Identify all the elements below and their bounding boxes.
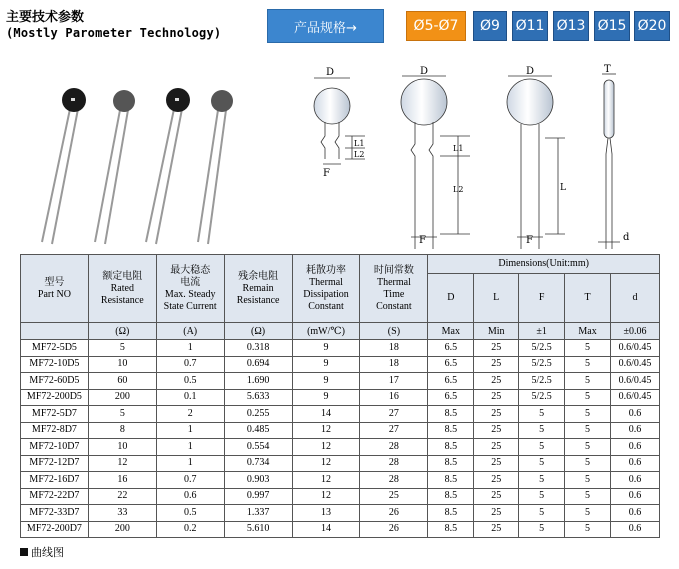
- table-row: [21, 406, 660, 423]
- value-cell: 5.610: [224, 521, 292, 538]
- value-cell: 8.5: [428, 439, 474, 456]
- part-number-cell: MF72-60D5: [21, 373, 89, 390]
- value-cell: 5: [88, 406, 156, 423]
- unit-cell: (S): [360, 323, 428, 340]
- value-cell: 5.633: [224, 389, 292, 406]
- value-cell: 9: [292, 373, 360, 390]
- value-cell: 26: [360, 505, 428, 522]
- header-dissipation: 耗散功率 Thermal Dissipation Constant: [292, 255, 360, 323]
- curve-section-label: 曲线图: [20, 544, 64, 560]
- value-cell: 18: [360, 340, 428, 357]
- value-cell: 8: [88, 422, 156, 439]
- value-cell: 5: [565, 373, 611, 390]
- table-row: [21, 455, 660, 472]
- thermistor-photo-gray-1: [95, 90, 135, 244]
- dim-label-L1b: L1: [453, 144, 464, 153]
- dim-label-D2: D: [420, 66, 429, 77]
- header-max-current: 最大稳态 电流 Max. Steady State Current: [156, 255, 224, 323]
- value-cell: 25: [474, 340, 519, 357]
- page-title-cn: 主要技术参数: [6, 10, 85, 25]
- drawing-kinked-large: [401, 76, 470, 249]
- value-cell: 0.255: [224, 406, 292, 423]
- value-cell: 6.5: [428, 356, 474, 373]
- dim-label-d: d: [623, 232, 630, 243]
- thermistor-photo-gray-2: [198, 90, 233, 244]
- dim-label-L3: L: [560, 183, 566, 193]
- table-row: [21, 505, 660, 522]
- spec-table: [20, 254, 660, 538]
- header-remain-resistance: 残余电阻 Remain Resistance: [224, 255, 292, 323]
- value-cell: 8.5: [428, 455, 474, 472]
- table-row: [21, 521, 660, 538]
- value-cell: 14: [292, 406, 360, 423]
- value-cell: 0.6: [610, 455, 659, 472]
- value-cell: 0.6: [156, 488, 224, 505]
- value-cell: 5: [519, 422, 565, 439]
- value-cell: 0.997: [224, 488, 292, 505]
- table-row: [21, 439, 660, 456]
- part-number-cell: MF72-22D7: [21, 488, 89, 505]
- thermistor-photos: [40, 64, 250, 249]
- table-row: [21, 340, 660, 357]
- value-cell: 8.5: [428, 488, 474, 505]
- thermistor-photo-black-1: [42, 88, 86, 244]
- value-cell: 1: [156, 455, 224, 472]
- unit-cell: (Ω): [224, 323, 292, 340]
- value-cell: 25: [474, 472, 519, 489]
- unit-cell: (Ω): [88, 323, 156, 340]
- value-cell: 5/2.5: [519, 373, 565, 390]
- value-cell: 25: [360, 488, 428, 505]
- value-cell: 18: [360, 356, 428, 373]
- value-cell: 5: [565, 340, 611, 357]
- value-cell: 5: [565, 439, 611, 456]
- value-cell: 1: [156, 422, 224, 439]
- value-cell: 8.5: [428, 422, 474, 439]
- value-cell: 1.337: [224, 505, 292, 522]
- value-cell: 0.5: [156, 373, 224, 390]
- dim-label-Fb: F: [419, 235, 426, 246]
- value-cell: 33: [88, 505, 156, 522]
- header-time-constant: 时间常数 Thermal Time Constant: [360, 255, 428, 323]
- value-cell: 14: [292, 521, 360, 538]
- part-number-cell: MF72-10D5: [21, 356, 89, 373]
- dim-col-header: T: [565, 274, 611, 323]
- value-cell: 27: [360, 422, 428, 439]
- unit-cell: Max: [565, 323, 611, 340]
- diameter-tab-2[interactable]: Ø11: [512, 11, 548, 41]
- part-number-cell: MF72-16D7: [21, 472, 89, 489]
- value-cell: 5: [565, 406, 611, 423]
- unit-cell: (A): [156, 323, 224, 340]
- value-cell: 0.554: [224, 439, 292, 456]
- value-cell: 25: [474, 488, 519, 505]
- page-title-en: (Mostly Parometer Technology): [6, 26, 222, 40]
- value-cell: 5/2.5: [519, 389, 565, 406]
- value-cell: 28: [360, 455, 428, 472]
- value-cell: 5: [519, 455, 565, 472]
- diameter-tab-5[interactable]: Ø20: [634, 11, 670, 41]
- value-cell: 22: [88, 488, 156, 505]
- value-cell: 8.5: [428, 406, 474, 423]
- drawing-side-view: [598, 74, 620, 249]
- value-cell: 25: [474, 389, 519, 406]
- value-cell: 5: [519, 472, 565, 489]
- value-cell: 5: [565, 356, 611, 373]
- value-cell: 25: [474, 356, 519, 373]
- value-cell: 12: [292, 439, 360, 456]
- part-number-cell: MF72-33D7: [21, 505, 89, 522]
- value-cell: 5/2.5: [519, 356, 565, 373]
- value-cell: 25: [474, 373, 519, 390]
- value-cell: 1: [156, 340, 224, 357]
- drawing-straight: [507, 76, 565, 249]
- value-cell: 0.2: [156, 521, 224, 538]
- unit-cell: ±0.06: [610, 323, 659, 340]
- part-number-cell: MF72-200D7: [21, 521, 89, 538]
- dim-label-D3: D: [526, 66, 535, 77]
- value-cell: 5: [519, 521, 565, 538]
- dim-col-header: L: [474, 274, 519, 323]
- diameter-tab-4[interactable]: Ø15: [594, 11, 630, 41]
- unit-cell: Max: [428, 323, 474, 340]
- part-number-cell: MF72-5D5: [21, 340, 89, 357]
- value-cell: 1.690: [224, 373, 292, 390]
- value-cell: 6.5: [428, 389, 474, 406]
- value-cell: 9: [292, 356, 360, 373]
- value-cell: 8.5: [428, 521, 474, 538]
- value-cell: 0.6: [610, 521, 659, 538]
- value-cell: 0.318: [224, 340, 292, 357]
- value-cell: 0.7: [156, 356, 224, 373]
- value-cell: 25: [474, 406, 519, 423]
- value-cell: 5: [519, 505, 565, 522]
- value-cell: 0.5: [156, 505, 224, 522]
- part-number-cell: MF72-5D7: [21, 406, 89, 423]
- value-cell: 200: [88, 521, 156, 538]
- value-cell: 25: [474, 455, 519, 472]
- value-cell: 0.6: [610, 505, 659, 522]
- value-cell: 9: [292, 340, 360, 357]
- unit-cell: ±1: [519, 323, 565, 340]
- table-row: [21, 488, 660, 505]
- value-cell: 0.6: [610, 406, 659, 423]
- thermistor-photo-black-2: [146, 88, 190, 244]
- part-number-cell: MF72-200D5: [21, 389, 89, 406]
- value-cell: 0.6/0.45: [610, 389, 659, 406]
- table-row: [21, 422, 660, 439]
- value-cell: 9: [292, 389, 360, 406]
- value-cell: 5: [519, 406, 565, 423]
- value-cell: 5: [519, 488, 565, 505]
- value-cell: 13: [292, 505, 360, 522]
- value-cell: 12: [292, 488, 360, 505]
- value-cell: 0.694: [224, 356, 292, 373]
- unit-row: [21, 323, 660, 340]
- spec-table-body: [21, 340, 660, 538]
- value-cell: 5: [565, 422, 611, 439]
- bullet-square-icon: [20, 548, 28, 556]
- value-cell: 0.6/0.45: [610, 340, 659, 357]
- dim-label-Fa: F: [323, 168, 330, 179]
- value-cell: 1: [156, 439, 224, 456]
- dim-label-D1: D: [326, 67, 335, 78]
- value-cell: 0.6: [610, 439, 659, 456]
- value-cell: 28: [360, 439, 428, 456]
- value-cell: 0.734: [224, 455, 292, 472]
- header-rated-resistance: 额定电阻 Rated Resistance: [88, 255, 156, 323]
- product-spec-button[interactable]: 产品规格→: [267, 9, 384, 43]
- table-row: [21, 472, 660, 489]
- value-cell: 0.6: [610, 472, 659, 489]
- value-cell: 10: [88, 356, 156, 373]
- value-cell: 5/2.5: [519, 340, 565, 357]
- value-cell: 12: [88, 455, 156, 472]
- value-cell: 12: [292, 422, 360, 439]
- value-cell: 28: [360, 472, 428, 489]
- dim-col-header: F: [519, 274, 565, 323]
- value-cell: 5: [565, 455, 611, 472]
- dim-label-L1a: L1: [354, 139, 365, 148]
- value-cell: 8.5: [428, 472, 474, 489]
- value-cell: 27: [360, 406, 428, 423]
- value-cell: 5: [565, 488, 611, 505]
- table-row: [21, 389, 660, 406]
- value-cell: 0.1: [156, 389, 224, 406]
- dim-label-L2b: L2: [453, 185, 464, 194]
- table-row: [21, 373, 660, 390]
- header-part-no: 型号 Part NO: [21, 255, 89, 323]
- dimension-drawings: [290, 64, 670, 254]
- diameter-tab-1[interactable]: Ø9: [473, 11, 507, 41]
- value-cell: 8.5: [428, 505, 474, 522]
- dim-label-T: T: [604, 64, 611, 75]
- value-cell: 12: [292, 455, 360, 472]
- value-cell: 60: [88, 373, 156, 390]
- dim-label-Fc: F: [526, 235, 533, 246]
- value-cell: 5: [565, 521, 611, 538]
- part-number-cell: MF72-8D7: [21, 422, 89, 439]
- unit-cell: (mW/℃): [292, 323, 360, 340]
- value-cell: 25: [474, 422, 519, 439]
- part-number-cell: MF72-10D7: [21, 439, 89, 456]
- part-number-cell: MF72-12D7: [21, 455, 89, 472]
- dim-col-header: d: [610, 274, 659, 323]
- diameter-tab-0[interactable]: Ø5-Ø7: [406, 11, 466, 41]
- unit-cell-empty: [21, 323, 89, 340]
- value-cell: 200: [88, 389, 156, 406]
- value-cell: 2: [156, 406, 224, 423]
- value-cell: 25: [474, 439, 519, 456]
- value-cell: 25: [474, 505, 519, 522]
- value-cell: 5: [519, 439, 565, 456]
- header-dimensions: Dimensions(Unit:mm): [428, 255, 660, 274]
- dim-col-header: D: [428, 274, 474, 323]
- value-cell: 6.5: [428, 373, 474, 390]
- value-cell: 0.7: [156, 472, 224, 489]
- value-cell: 0.485: [224, 422, 292, 439]
- value-cell: 26: [360, 521, 428, 538]
- value-cell: 0.6/0.45: [610, 356, 659, 373]
- value-cell: 17: [360, 373, 428, 390]
- value-cell: 5: [88, 340, 156, 357]
- value-cell: 0.6/0.45: [610, 373, 659, 390]
- value-cell: 16: [360, 389, 428, 406]
- unit-cell: Min: [474, 323, 519, 340]
- value-cell: 0.903: [224, 472, 292, 489]
- value-cell: 0.6: [610, 422, 659, 439]
- diameter-tab-3[interactable]: Ø13: [553, 11, 589, 41]
- value-cell: 5: [565, 505, 611, 522]
- value-cell: 25: [474, 521, 519, 538]
- table-row: [21, 356, 660, 373]
- value-cell: 5: [565, 472, 611, 489]
- value-cell: 10: [88, 439, 156, 456]
- value-cell: 0.6: [610, 488, 659, 505]
- value-cell: 6.5: [428, 340, 474, 357]
- dim-label-L2a: L2: [354, 150, 365, 159]
- value-cell: 12: [292, 472, 360, 489]
- value-cell: 5: [565, 389, 611, 406]
- value-cell: 16: [88, 472, 156, 489]
